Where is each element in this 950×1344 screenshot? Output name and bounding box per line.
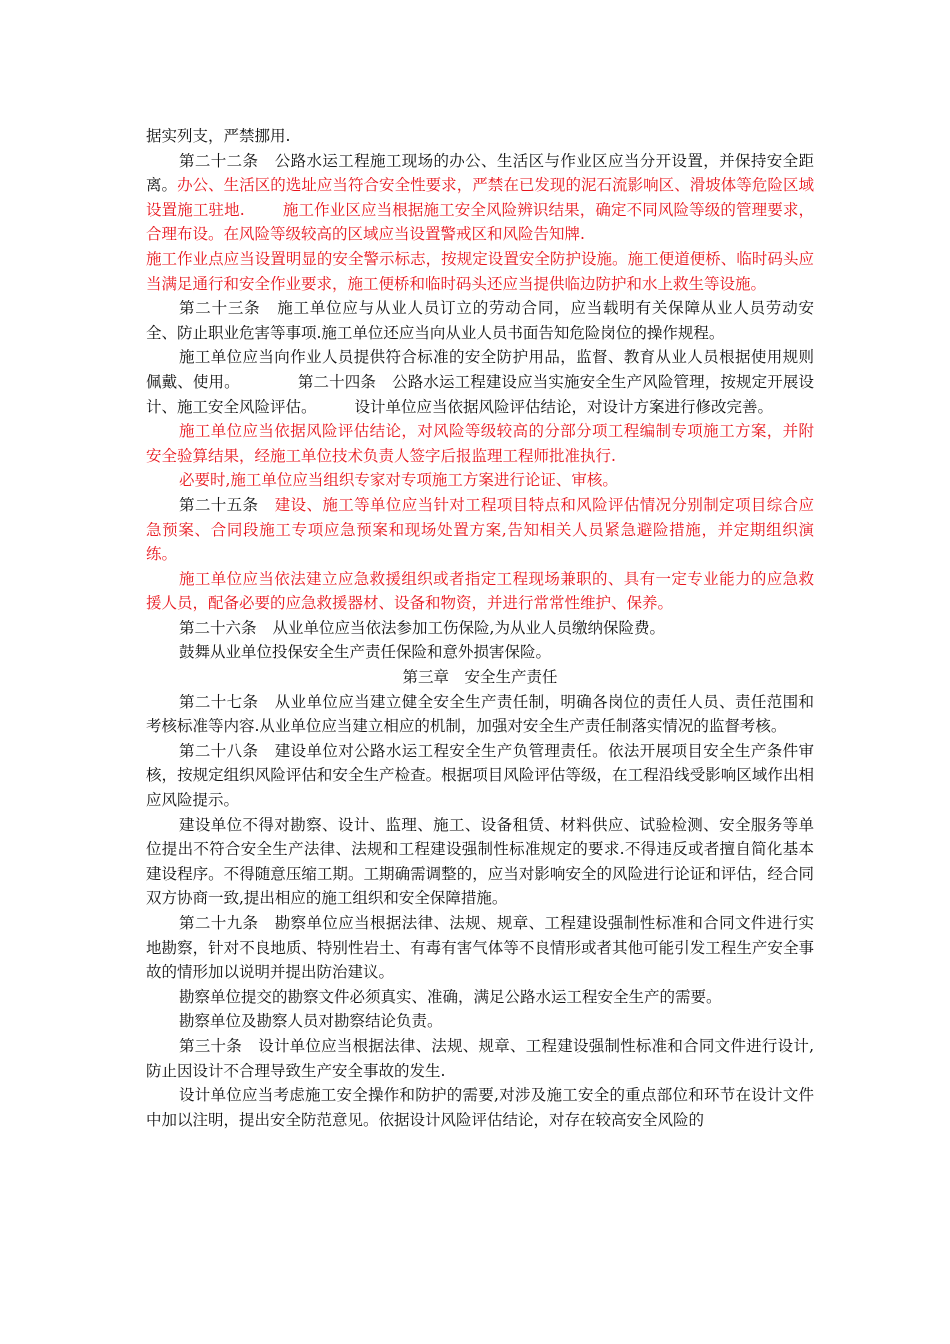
article-28-paragraph-2	[146, 813, 814, 911]
article-text: 施工单位应与从业人员订立的劳动合同，应当载明有关保障从业人员劳动安全、防止职业危害等事项.施工单位还应当向从业人员书面告知危险岗位的操作规程。	[146, 299, 814, 342]
article-23	[146, 296, 814, 345]
article-text: 公路水运工程建设应当实施安全生产风险管理，按规定开展设计、施工安全风险评估。	[146, 372, 814, 416]
article-heading: 第二十八条	[179, 741, 259, 760]
article-text: 勘察单位提交的勘察文件必须真实、准确，满足公路水运工程安全生产的需要。	[179, 987, 722, 1006]
chapter-heading: 第三章 安全生产责任	[402, 668, 558, 687]
article-29-paragraph-2	[146, 985, 814, 1010]
article-23-paragraph-2	[146, 345, 814, 419]
paragraph-continuation	[146, 124, 814, 149]
article-28	[146, 739, 814, 813]
article-text: 设计单位应当考虑施工安全操作和防护的需要,对涉及施工安全的重点部位和环节在设计文件中加以注明，提出安全防范意见。依据设计风险评估结论，对存在较高安全风险的	[146, 1086, 814, 1129]
article-heading: 第二十七条	[179, 692, 259, 711]
highlighted-text: 施工单位应当依据风险评估结论，对风险等级较高的分部分项工程编制专项施工方案，并附安全验算结果，经施工单位技术负责人签字后报监理工程师批准执行.	[146, 422, 814, 465]
article-text: 建设单位不得对勘察、设计、监理、施工、设备租赁、材料供应、试验检测、安全服务等单位提出不符合安全生产法律、法规和工程建设强制性标准规定的要求.不得违反或者擅自简化基本建设程序。不得随意压缩工期。工期确需调整的，应当对影响安全的风险进行论证和评估，经合同双方协商一致,提出相应的施工组织和安全保障措施。	[146, 815, 814, 908]
article-24-red-paragraph	[146, 419, 814, 468]
highlighted-text: 施工作业点应当设置明显的安全警示标志，按规定设置安全防护设施。施工便道便桥、临时码头应当满足通行和安全作业要求，施工便桥和临时码头还应当提供临边防护和水上救生等设施。	[146, 249, 814, 293]
article-text: 勘察单位及勘察人员对勘察结论负责。	[179, 1012, 443, 1031]
chapter-title	[146, 665, 814, 690]
article-heading: 第三十条	[179, 1036, 242, 1055]
article-text: 设计单位应当根据法律、法规、规章、工程建设强制性标准和合同文件进行设计,防止因设计不合理导致生产安全事故的发生.	[146, 1036, 814, 1080]
article-text: 从业单位应当依法参加工伤保险,为从业人员缴纳保险费。	[272, 618, 665, 637]
article-30-paragraph-2	[146, 1083, 814, 1132]
article-26-paragraph-2	[146, 640, 814, 665]
article-26	[146, 616, 814, 641]
article-24-red-paragraph-2	[146, 468, 814, 493]
article-text: 从业单位应当建立健全安全生产责任制，明确各岗位的责任人员、责任范围和考核标准等内容.从业单位应当建立相应的机制，加强对安全生产责任制落实情况的监督考核。	[146, 692, 814, 736]
article-heading: 第二十二条	[179, 151, 259, 170]
highlighted-text: 办公、生活区的选址应当符合安全性要求，严禁在已发现的泥石流影响区、滑坡体等危险区域设置施工驻地.	[146, 176, 814, 219]
article-heading: 第二十四条	[297, 372, 377, 391]
article-text: 设计单位应当依据风险评估结论，对设计方案进行修改完善。	[354, 397, 774, 416]
text: 据实列支，严禁挪用.	[146, 127, 291, 145]
article-text: 建设单位对公路水运工程安全生产负管理责任。依法开展项目安全生产条件审核，按规定组织风险评估和安全生产检查。根据项目风险评估等级，在工程沿线受影响区域作出相应风险提示。	[146, 741, 814, 810]
article-22	[146, 149, 814, 247]
article-30	[146, 1034, 814, 1083]
article-25	[146, 493, 814, 567]
highlighted-text: 建设、施工等单位应当针对工程项目特点和风险评估情况分别制定项目综合应急预案、合同段施工专项应急预案和现场处置方案,告知相关人员紧急避险措施，并定期组织演练。	[146, 495, 814, 564]
article-29	[146, 911, 814, 985]
highlighted-text: 施工作业区应当根据施工安全风险辨识结果，确定不同风险等级的管理要求，合理布设。在风险等级较高的区域应当设置警戒区和风险告知牌.	[146, 200, 814, 244]
highlighted-text: 必要时,施工单位应当组织专家对专项施工方案进行论证、审核。	[179, 471, 618, 490]
article-heading: 第二十六条	[179, 618, 257, 637]
article-text: 公路水运工程施工现场的办公、生活区与作业区应当分开设置，并保持安全距离。	[146, 151, 814, 195]
article-25-red-paragraph	[146, 567, 814, 616]
highlighted-text: 施工单位应当依法建立应急救援组织或者指定工程现场兼职的、具有一定专业能力的应急救援人员，配备必要的应急救援器材、设备和物资，并进行常常性维护、保养。	[146, 569, 814, 613]
article-29-paragraph-3	[146, 1009, 814, 1034]
article-heading: 第二十九条	[179, 914, 259, 932]
article-heading: 第二十五条	[179, 495, 259, 514]
article-27	[146, 690, 814, 739]
document-page	[146, 124, 814, 1132]
article-text: 施工单位应当向作业人员提供符合标准的安全防护用品，监督、教育从业人员根据使用规则佩戴、使用。	[146, 348, 814, 391]
article-22-red-paragraph	[146, 247, 814, 296]
article-text: 勘察单位应当根据法律、法规、规章、工程建设强制性标准和合同文件进行实地勘察，针对不良地质、特别性岩土、有毒有害气体等不良情形或者其他可能引发工程生产安全事故的情形加以说明并提出防治建议。	[146, 914, 814, 982]
article-text: 鼓舞从业单位投保安全生产责任保险和意外损害保险。	[179, 643, 552, 662]
article-heading: 第二十三条	[179, 299, 261, 318]
